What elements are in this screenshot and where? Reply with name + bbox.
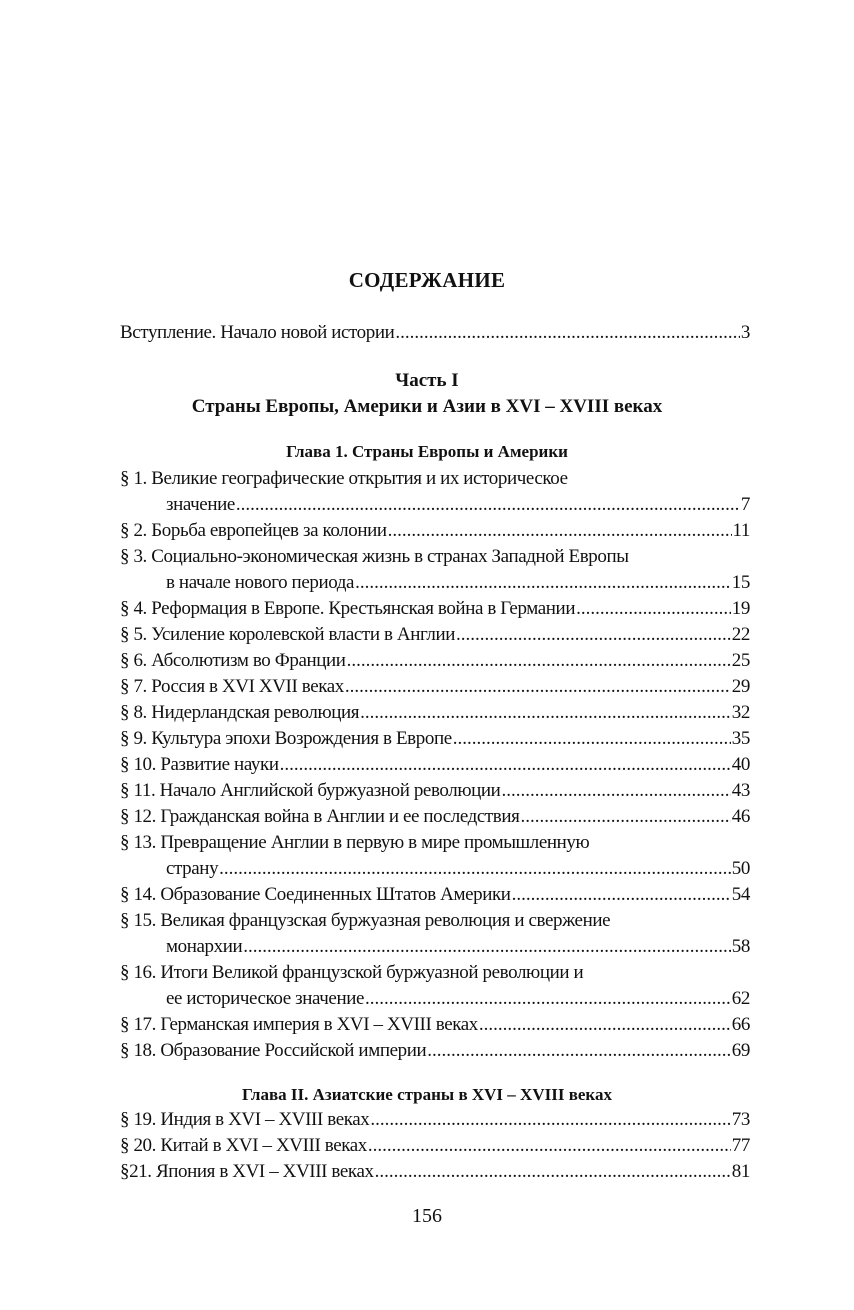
leader-dots — [365, 986, 731, 1012]
leader-dots — [355, 570, 731, 596]
leader-dots — [501, 778, 730, 804]
toc-entry-page: 43 — [731, 780, 750, 801]
leader-dots — [360, 700, 731, 726]
toc-entry — [120, 882, 750, 908]
toc-entry — [120, 856, 750, 882]
toc-entry-text: § 11. Начало Английской буржуазной революции — [120, 780, 501, 801]
toc-entry-page: 73 — [731, 1109, 750, 1130]
toc-entry-page: 32 — [731, 702, 750, 723]
toc-entry — [120, 596, 750, 622]
toc-entry-page: 25 — [731, 650, 750, 671]
toc-entry-text: § 8. Нидерландская революция — [120, 702, 360, 723]
leader-dots — [512, 882, 731, 908]
toc-entry-page: 77 — [731, 1135, 750, 1156]
toc-entry-page: 11 — [732, 520, 750, 541]
toc-entry — [120, 778, 750, 804]
chapter-2-entries — [120, 1107, 750, 1185]
toc-entry-text-continued: в начале нового периода — [166, 572, 355, 593]
toc-entry-text-continued: монархии — [166, 936, 243, 957]
toc-entry — [120, 492, 750, 518]
toc-entry-text: § 6. Абсолютизм во Франции — [120, 650, 346, 671]
toc-entry-text: § 17. Германская империя в XVI – XVIII веках — [120, 1014, 478, 1035]
toc-entry-text: §21. Япония в XVI – XVIII веках — [120, 1161, 374, 1182]
leader-dots — [388, 518, 732, 544]
leader-dots — [427, 1038, 731, 1064]
leader-dots — [576, 596, 731, 622]
toc-entry — [120, 518, 750, 544]
toc-entry-page: 50 — [731, 858, 750, 879]
toc-entry-page: 15 — [731, 572, 750, 593]
toc-entry — [120, 1133, 750, 1159]
toc-entry-text-continued: значение — [166, 494, 235, 515]
toc-entry — [120, 986, 750, 1012]
toc-entry-page: 19 — [731, 598, 750, 619]
toc-entry — [120, 1012, 750, 1038]
toc-entry-text: § 12. Гражданская война в Англии и ее последствия — [120, 806, 520, 827]
part-number: Часть I — [395, 370, 459, 391]
toc-entry — [120, 934, 750, 960]
toc-entry-text: § 10. Развитие науки — [120, 754, 279, 775]
toc-entry — [120, 1038, 750, 1064]
toc-entry-page: 81 — [731, 1161, 750, 1182]
toc-entry-text: § 7. Россия в XVI XVII веках — [120, 676, 344, 697]
toc-entry-text: § 2. Борьба европейцев за колонии — [120, 520, 387, 541]
toc-entry — [120, 622, 750, 648]
toc-entry — [120, 700, 750, 726]
toc-entry-text: § 13. Превращение Англии в первую в мире промышленную — [120, 832, 590, 853]
toc-entry-page: 62 — [731, 988, 750, 1009]
toc-entry-text: § 3. Социально-экономическая жизнь в странах Западной Европы — [120, 546, 629, 567]
toc-entry-page: 7 — [740, 494, 750, 515]
leader-dots — [456, 622, 731, 648]
toc-intro — [120, 320, 750, 346]
toc-entry-page: 58 — [731, 936, 750, 957]
chapter-1-entries — [120, 466, 750, 1064]
toc-entry-text: § 4. Реформация в Европе. Крестьянская война в Германии — [120, 598, 576, 619]
toc-entry-page: 69 — [731, 1040, 750, 1061]
leader-dots — [347, 648, 731, 674]
toc-entry-text: § 5. Усиление королевской власти в Англии — [120, 624, 456, 645]
toc-entry — [120, 726, 750, 752]
toc-entry — [120, 320, 750, 346]
toc-entry — [120, 648, 750, 674]
leader-dots — [370, 1107, 730, 1133]
page-number: 156 — [412, 1205, 442, 1227]
toc-entry-page: 46 — [731, 806, 750, 827]
toc-entry — [120, 674, 750, 700]
toc-entry-page: 54 — [731, 884, 750, 905]
leader-dots — [479, 1012, 731, 1038]
toc-entry-text: § 1. Великие географические открытия и их историческое — [120, 468, 568, 489]
toc-entry — [120, 1107, 750, 1133]
toc-entry — [120, 804, 750, 830]
leader-dots — [521, 804, 731, 830]
toc-entry-text: § 18. Образование Российской империи — [120, 1040, 427, 1061]
toc-entry — [120, 1159, 750, 1185]
leader-dots — [375, 1159, 731, 1185]
leader-dots — [345, 674, 731, 700]
toc-entry-page: 66 — [731, 1014, 750, 1035]
chapter-1-title: Глава 1. Страны Европы и Америки — [286, 442, 568, 461]
toc-entry-text: § 14. Образование Соединенных Штатов Америки — [120, 884, 511, 905]
leader-dots — [219, 856, 731, 882]
toc-entry-page: 35 — [731, 728, 750, 749]
toc-entry-text: § 15. Великая французская буржуазная революция и свержение — [120, 910, 611, 931]
toc-entry-text: § 19. Индия в XVI – XVIII веках — [120, 1109, 370, 1130]
toc-entry-page: 3 — [740, 322, 750, 343]
toc-entry-text-continued: ее историческое значение — [166, 988, 365, 1009]
toc-entry-page: 29 — [731, 676, 750, 697]
toc-entry-text: § 9. Культура эпохи Возрождения в Европе — [120, 728, 452, 749]
toc-entry-text-continued: страну — [166, 858, 219, 879]
leader-dots — [243, 934, 731, 960]
chapter-2-title: Глава II. Азиатские страны в XVI – XVIII веках — [242, 1085, 612, 1104]
toc-entry-text: § 16. Итоги Великой французской буржуазной революции и — [120, 962, 584, 983]
toc-entry — [120, 752, 750, 778]
leader-dots — [280, 752, 731, 778]
toc-entry-text: § 20. Китай в XVI – XVIII веках — [120, 1135, 367, 1156]
leader-dots — [395, 320, 739, 346]
toc-entry-page: 22 — [731, 624, 750, 645]
leader-dots — [236, 492, 740, 518]
toc-entry — [120, 570, 750, 596]
toc-entry-page: 40 — [731, 754, 750, 775]
part-title: Страны Европы, Америки и Азии в XVI – XVIII веках — [191, 396, 663, 417]
toc-entry-text: Вступление. Начало новой истории — [120, 322, 395, 343]
page-title: СОДЕРЖАНИЕ — [348, 268, 506, 292]
leader-dots — [368, 1133, 731, 1159]
leader-dots — [453, 726, 731, 752]
